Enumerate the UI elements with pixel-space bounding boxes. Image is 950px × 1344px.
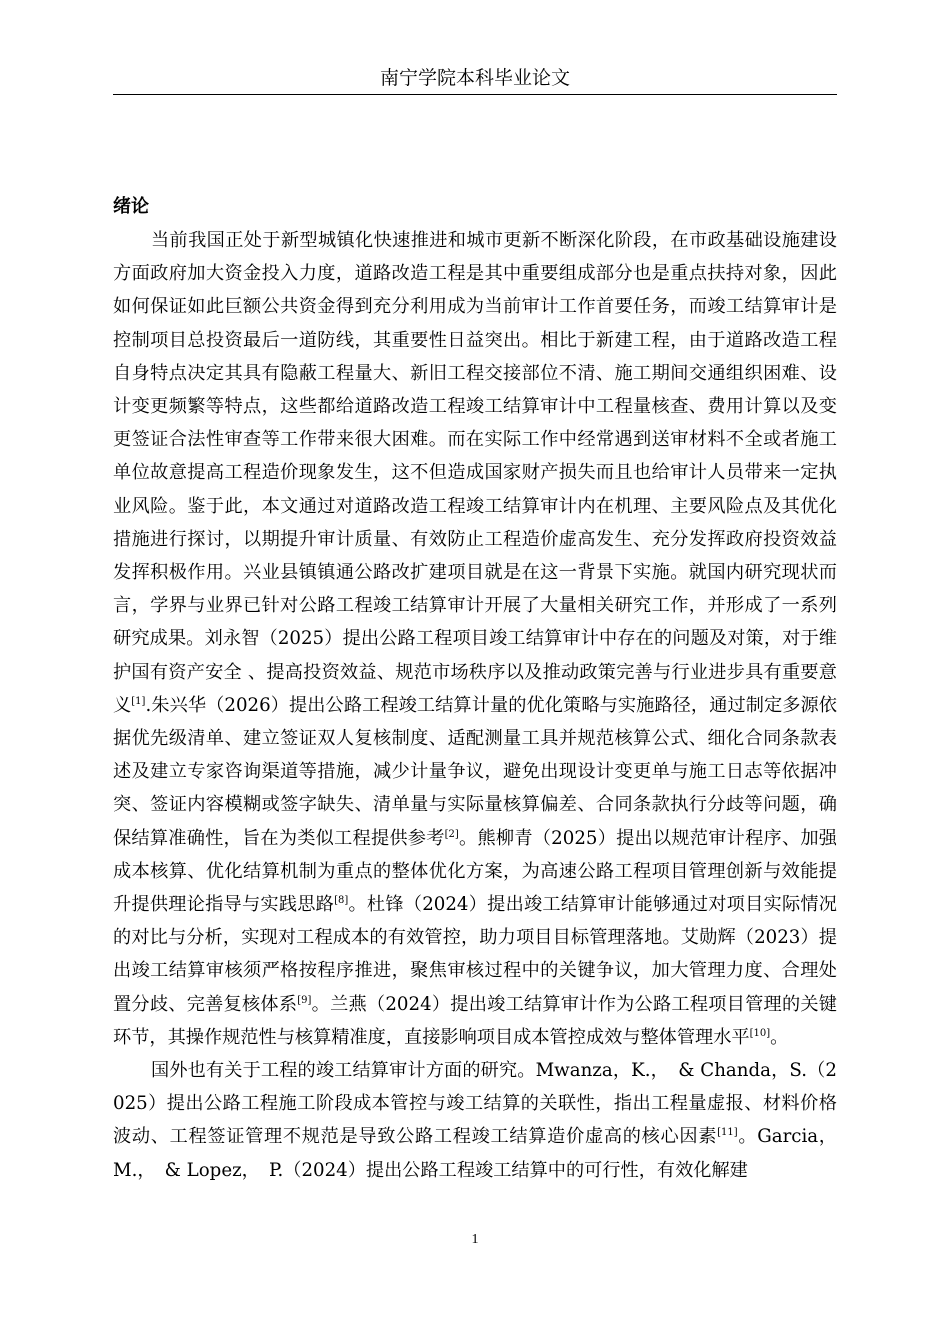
paragraph-text: 当前我国正处于新型城镇化快速推进和城市更新不断深化阶段，在市政基础设施建设方面政府加大资金投入力度，道路改造工程是其中重要组成部分也是重点扶持对象，因此如何保证如此巨额公共资金得到充分利用成为当前审计工作首要任务，而竣工结算审计是控制项目总投资最后一道防线，其重要性日益突出。相比于新建工程，由于道路改造工程自身特点决定其具有隐蔽工程量大、新旧工程交接部位不清、施工期间交通组织困难、设计变更频繁等特点，这些都给道路改造工程竣工结算审计中工程量核查、费用计算以及变更签证合法性审查等工作带来很大困难。而在实际工作中经常遇到送审材料不全或者施工单位故意提高工程造价现象发生，这不但造成国家财产损失而且也给审计人员带来一定执业风险。鉴于此，本文通过对道路改造工程竣工结算审计内在机理、主要风险点及其优化措施进行探讨，以期提升审计质量、有效防止工程造价虚高发生、充分发挥政府投资效益发挥积极作用。兴业县镇镇通公路改扩建项目就是在这一背景下实施。就国内研究现状而言，学界与业界已针对公路工程竣工结算审计开展了大量相关研究工作，并形成了一系列研究成果。刘永智（2025）提出公路工程项目竣工结算审计中存在的问题及对策，对于维护国有资产安全 、提高投资效益、规范市场秩序以及推动政策完善与行业进步具有重要意义 [113, 230, 837, 716]
paragraph [113, 1054, 837, 1187]
citation-ref: [8] [334, 895, 349, 906]
paragraph-text: 。熊柳青（2025）提出以规范审计程序、加强成本核算、优化结算机制为重点的整体优化方案，为高速公路工程项目管理创新与效能提升提供理论指导与实践思路 [113, 827, 837, 916]
main-content [113, 190, 837, 1187]
body-text [113, 224, 837, 1187]
paragraph-text: 。Garcia，M.， & Lopez， P.（2024）提出公路工程竣工结算中的可行性，有效化解建 [113, 1126, 837, 1181]
paragraph-text: 。杜锋（2024）提出竣工结算审计能够通过对项目实际情况的对比与分析，实现对工程成本的有效管控，助力项目目标管理落地。艾勋辉（2023）提出竣工结算审核须严格按程序推进，聚焦审核过程中的关键争议，加大管理力度、合理处置分歧、完善复核体系 [113, 894, 837, 1015]
citation-ref: [1] [131, 695, 146, 707]
citation-ref: [10] [749, 1027, 771, 1039]
paragraph [113, 224, 837, 1054]
citation-ref: [2] [444, 828, 459, 840]
paragraph-text: .朱兴华（2026）提出公路工程竣工结算计量的优化策略与实施路径，通过制定多源依据优先级清单、建立签证双人复核制度、适配测量工具并规范核算公式、细化合同条款表述及建立专家咨询渠道等措施，减少计量争议，避免出现设计变更单与施工日志等依据冲突、签证内容模糊或签字缺失、清单量与实际量核算偏差、合同条款执行分歧等问题，确保结算准确性，旨在为类似工程提供参考 [113, 694, 837, 849]
section-title: 绪论 [113, 196, 149, 217]
citation-ref: [11] [717, 1127, 738, 1139]
page-header [113, 58, 837, 95]
paragraph-text: 。 [770, 1026, 789, 1048]
paragraph-text: 国外也有关于工程的竣工结算审计方面的研究。Mwanza，K.， & Chanda，S.（2025）提出公路工程施工阶段成本管控与竣工结算的关联性，指出工程量虚报、材料价格波动、工程签证管理不规范是导致公路工程竣工结算造价虚高的核心因素 [113, 1060, 837, 1148]
paragraph-text: 。兰燕（2024）提出竣工结算审计作为公路工程项目管理的关键环节，其操作规范性与核算精准度，直接影响项目成本管控成效与整体管理水平 [113, 993, 837, 1048]
citation-ref: [9] [297, 994, 312, 1006]
header-title: 南宁学院本科毕业论文 [379, 67, 570, 89]
page-number: 1 [471, 1232, 479, 1247]
